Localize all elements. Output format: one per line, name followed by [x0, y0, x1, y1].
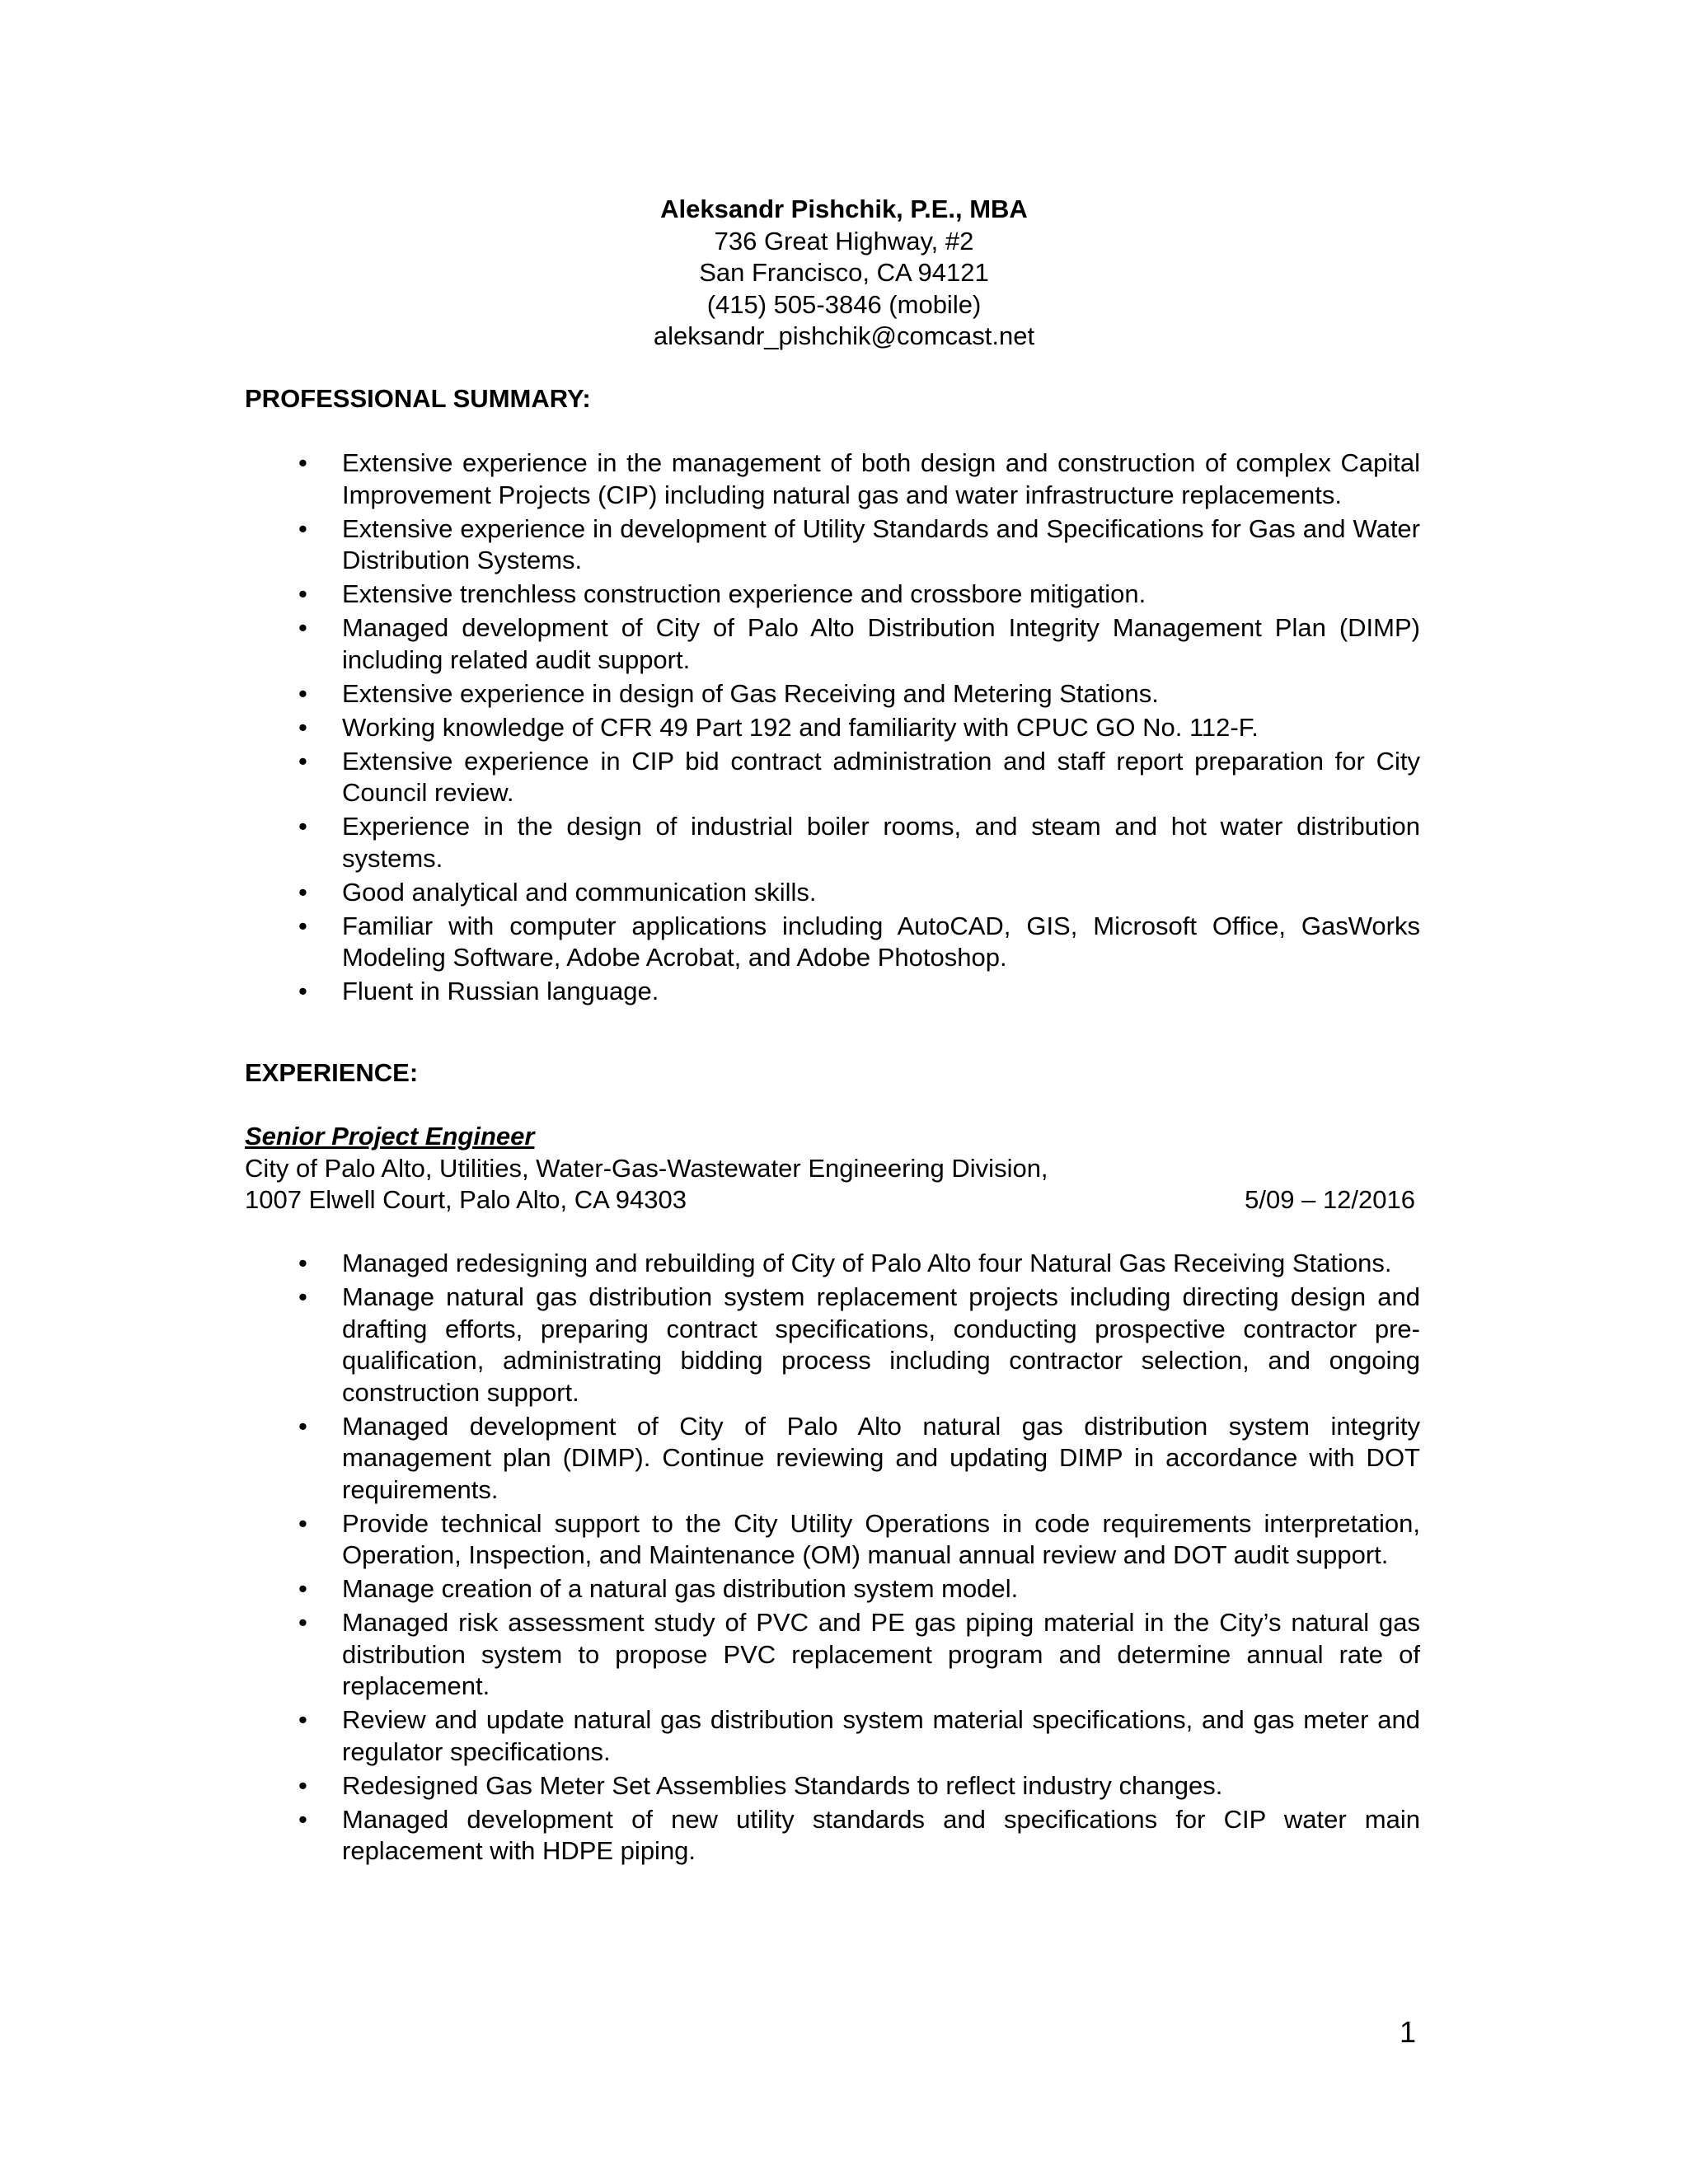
summary-item-text: Extensive experience in design of Gas Receiving and Metering Stations. — [342, 678, 1159, 708]
list-item — [245, 1282, 1420, 1408]
list-item — [245, 1607, 1420, 1703]
summary-item-text: Familiar with computer applications including AutoCAD, GIS, Microsoft Office, GasWorks Modeling Software, Adobe Acrobat, and Adobe Photoshop. — [342, 911, 1420, 972]
duty-item-text: Redesigned Gas Meter Set Assemblies Standards to reflect industry changes. — [342, 1770, 1223, 1800]
list-item — [245, 579, 1420, 611]
summary-item-text: Extensive experience in CIP bid contract administration and staff report preparation for City Council review. — [342, 746, 1420, 807]
professional-summary-heading: PROFESSIONAL SUMMARY: — [245, 384, 591, 413]
summary-item-text: Working knowledge of CFR 49 Part 192 and familiarity with CPUC GO No. 112-F. — [342, 712, 1259, 742]
list-item — [245, 612, 1420, 676]
candidate-name: Aleksandr Pishchik, P.E., MBA — [660, 194, 1028, 223]
bullet-icon: • — [298, 1411, 307, 1441]
address-line-1: 736 Great Highway, #2 — [714, 226, 974, 255]
list-item — [245, 678, 1420, 710]
bullet-icon: • — [298, 812, 307, 841]
list-item — [245, 811, 1420, 874]
duty-item-text: Managed risk assessment study of PVC and PE gas piping material in the City’s natural gas distribution system to propose PVC replacement program and determine annual rate of replacement. — [342, 1608, 1420, 1700]
bullet-icon: • — [298, 877, 307, 907]
bullet-icon: • — [298, 1705, 307, 1734]
bullet-icon: • — [298, 1804, 307, 1834]
bullet-icon: • — [298, 1770, 307, 1800]
employer-line — [245, 1153, 1415, 1185]
list-item — [245, 877, 1420, 909]
list-item — [245, 746, 1420, 809]
bullet-icon: • — [298, 1608, 307, 1637]
employer-name: City of Palo Alto, Utilities, Water-Gas-Wastewater Engineering Division, — [245, 1154, 1048, 1183]
list-item — [245, 911, 1420, 974]
list-item — [245, 513, 1420, 577]
summary-item-text: Fluent in Russian language. — [342, 977, 659, 1005]
list-item — [245, 1770, 1420, 1802]
summary-item-text: Extensive experience in the management of both design and construction of complex Capital Improvement Projects (CIP) including natural gas and water infrastructure replacements. — [342, 448, 1420, 509]
duty-item-text: Managed development of City of Palo Alto natural gas distribution system integrity management plan (DIMP). Continue reviewing and updating DIMP in accordance with DOT requirements. — [342, 1411, 1420, 1504]
list-item — [245, 976, 1420, 1008]
bullet-icon: • — [298, 746, 307, 776]
list-item — [245, 1248, 1420, 1280]
bullet-icon: • — [298, 1508, 307, 1538]
bullet-icon: • — [298, 712, 307, 742]
duty-item-text: Managed redesigning and rebuilding of City of Palo Alto four Natural Gas Receiving Stations. — [342, 1249, 1392, 1277]
employer-address: 1007 Elwell Court, Palo Alto, CA 94303 — [245, 1185, 687, 1214]
list-item — [245, 712, 1420, 744]
job-title: Senior Project Engineer — [245, 1122, 535, 1151]
summary-list — [245, 448, 1420, 1010]
bullet-icon: • — [298, 1282, 307, 1311]
experience-heading: EXPERIENCE: — [245, 1058, 419, 1087]
summary-item-text: Extensive experience in development of Utility Standards and Specifications for Gas and Water Distribution Systems. — [342, 513, 1420, 574]
bullet-icon: • — [298, 911, 307, 940]
job-duties-list — [245, 1248, 1420, 1869]
summary-item-text: Managed development of City of Palo Alto Distribution Integrity Management Plan (DIMP) including related audit support. — [342, 613, 1420, 674]
bullet-icon: • — [298, 977, 307, 1005]
duty-item-text: Provide technical support to the City Utility Operations in code requirements interpretation, Operation, Inspection, and Maintenance (OM) manual annual review and DOT audit support. — [342, 1508, 1420, 1569]
employment-dates: 5/09 – 12/2016 — [1245, 1185, 1415, 1214]
contact-header — [0, 194, 1688, 353]
address-line-2: San Francisco, CA 94121 — [699, 258, 989, 287]
bullet-icon: • — [298, 613, 307, 642]
list-item — [245, 1704, 1420, 1768]
list-item — [245, 1573, 1420, 1605]
list-item — [245, 1411, 1420, 1507]
bullet-icon: • — [298, 1249, 307, 1277]
bullet-icon: • — [298, 448, 307, 477]
duty-item-text: Manage natural gas distribution system replacement projects including directing design and drafting efforts, preparing contract specifications, conducting prospective contractor pre-qualification, administrating bidding process including contractor selection, and ongoing construction support. — [342, 1282, 1420, 1407]
bullet-icon: • — [298, 579, 307, 608]
duty-item-text: Review and update natural gas distribution system material specifications, and gas meter and regulator specifications. — [342, 1705, 1420, 1766]
summary-item-text: Experience in the design of industrial boiler rooms, and steam and hot water distribution systems. — [342, 812, 1420, 873]
duty-item-text: Manage creation of a natural gas distribution system model. — [342, 1574, 1019, 1603]
duty-item-text: Managed development of new utility standards and specifications for CIP water main replacement with HDPE piping. — [342, 1804, 1420, 1865]
employer-address-line — [245, 1184, 1415, 1216]
summary-item-text: Good analytical and communication skills. — [342, 877, 817, 907]
bullet-icon: • — [298, 513, 307, 543]
phone-number: (415) 505-3846 (mobile) — [706, 289, 982, 319]
summary-item-text: Extensive trenchless construction experience and crossbore mitigation. — [342, 579, 1146, 608]
page-number: 1 — [1399, 2015, 1416, 2049]
list-item — [245, 1508, 1420, 1572]
bullet-icon: • — [298, 678, 307, 708]
email-address: aleksandr_pishchik@comcast.net — [653, 321, 1035, 350]
list-item — [245, 1804, 1420, 1868]
bullet-icon: • — [298, 1574, 307, 1603]
list-item — [245, 448, 1420, 511]
